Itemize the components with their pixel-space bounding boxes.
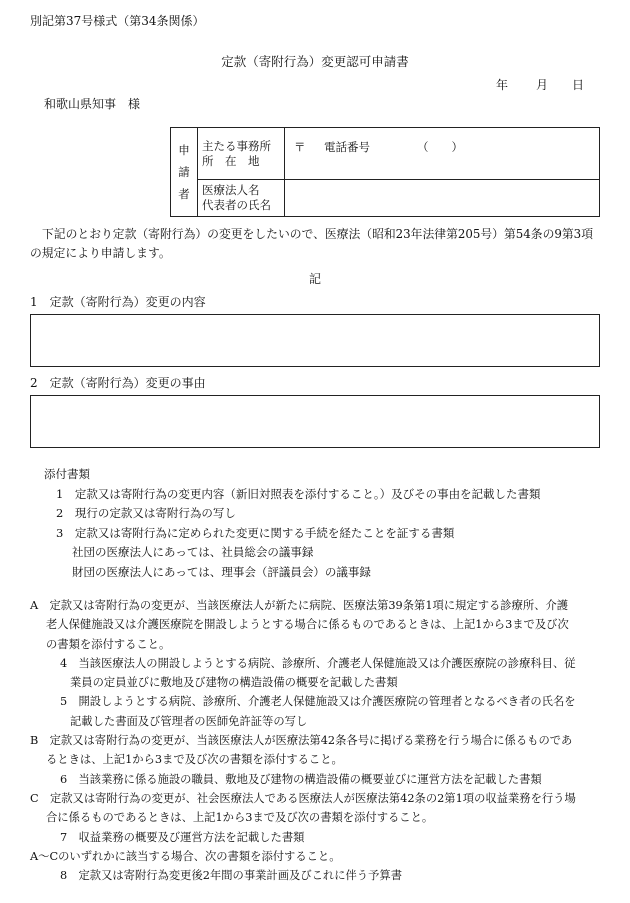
office-address-label: 主たる事務所 所 在 地 [198, 128, 285, 180]
section1-input-box[interactable] [30, 314, 600, 367]
date-month: 月 [536, 78, 549, 92]
ki-heading: 記 [308, 272, 321, 286]
attachment-sub-item: 社団の医療法人にあっては、社員総会の議事録 [72, 545, 314, 559]
page-title: 定款（寄附行為）変更認可申請書 [221, 54, 409, 69]
representative-field[interactable] [285, 180, 600, 217]
section2-input-box[interactable] [30, 395, 600, 448]
applicant-table [170, 127, 600, 217]
note-line: 6 当該業務に係る施設の職員、敷地及び建物の構造設備の概要並びに運営方法を記載した書類 [60, 772, 542, 786]
note-line: 5 開設しようとする病院、診療所、介護老人保健施設又は介護医療院の管理者となるべき者の氏名を [60, 695, 576, 709]
attachment-item: 1 定款又は寄附行為の変更内容（新旧対照表を添付すること。）及びその事由を記載した書類 [56, 486, 541, 501]
note-line: 4 当該医療法人の開設しようとする病院、診療所、介護老人保健施設又は介護医療院の診療科目、従 [60, 656, 576, 670]
note-line: A 定款又は寄附行為の変更が、当該医療法人が新たに病院、医療法第39条第1項に規定する診療所、介護 [30, 599, 569, 612]
note-line: 記載した書面及び管理者の医師免許証等の写し [70, 714, 308, 728]
attachments [44, 465, 604, 582]
tel-paren: （ ） [417, 140, 463, 155]
note-line: C 定款又は寄附行為の変更が、社会医療法人である医療法人が医療法第42条の2第1項の収益業務を行う場 [30, 791, 576, 805]
form-id: 別記第37号様式（第34条関係） [30, 14, 205, 28]
attachment-item: 3 定款又は寄附行為に定められた変更に関する手続を経たことを証する書類 [56, 525, 455, 540]
applicant-vertical-label: 申 請 者 [171, 128, 198, 217]
note-line: 8 定款又は寄附行為変更後2年間の事業計画及びこれに伴う予算書 [60, 869, 402, 883]
note-line: の書類を添付すること。 [46, 637, 171, 651]
postal-mark: 〒 [294, 140, 306, 155]
intro-paragraph: 下記のとおり定款（寄附行為）の変更をしたいので、医療法（昭和23年法律第205号）第54条の9第3項の規定により申請します。 [30, 227, 593, 260]
note-line: 7 収益業務の概要及び運営方法を記載した書類 [60, 830, 305, 844]
section2-heading: 2 定款（寄附行為）変更の事由 [30, 376, 206, 390]
representative-label: 医療法人名 代表者の氏名 [198, 180, 285, 217]
note-line: B 定款又は寄附行為の変更が、当該医療法人が医療法第42条各号に掲げる業務を行う場合に係るものであ [30, 734, 573, 748]
tel-label: 電話番号 [324, 140, 370, 155]
office-address-field[interactable] [285, 128, 600, 180]
note-line: るときは、上記1から3まで及び次の書類を添付すること。 [46, 753, 343, 767]
addressee: 和歌山県知事 様 [44, 97, 141, 111]
note-line: A～Cのいずれかに該当する場合、次の書類を添付すること。 [30, 849, 341, 863]
note-line: 合に係るものであるときは、上記1から3まで及び次の書類を添付すること。 [46, 811, 434, 825]
attachments-heading: 添付書類 [44, 467, 90, 481]
attachment-item: 2 現行の定款又は寄附行為の写し [56, 506, 236, 520]
section1-heading: 1 定款（寄附行為）変更の内容 [30, 295, 206, 309]
date-year: 年 [496, 78, 509, 92]
date-day: 日 [572, 78, 585, 92]
attachment-sub-item: 財団の医療法人にあっては、理事会（評議員会）の議事録 [72, 564, 371, 579]
note-line: 老人保健施設又は介護医療院を開設しようとする場合に係るものであるときは、上記1から3まで及び次 [46, 618, 569, 632]
note-line: 業員の定員並びに敷地及び建物の構造設備の概要を記載した書類 [70, 676, 398, 690]
notes [30, 596, 602, 885]
